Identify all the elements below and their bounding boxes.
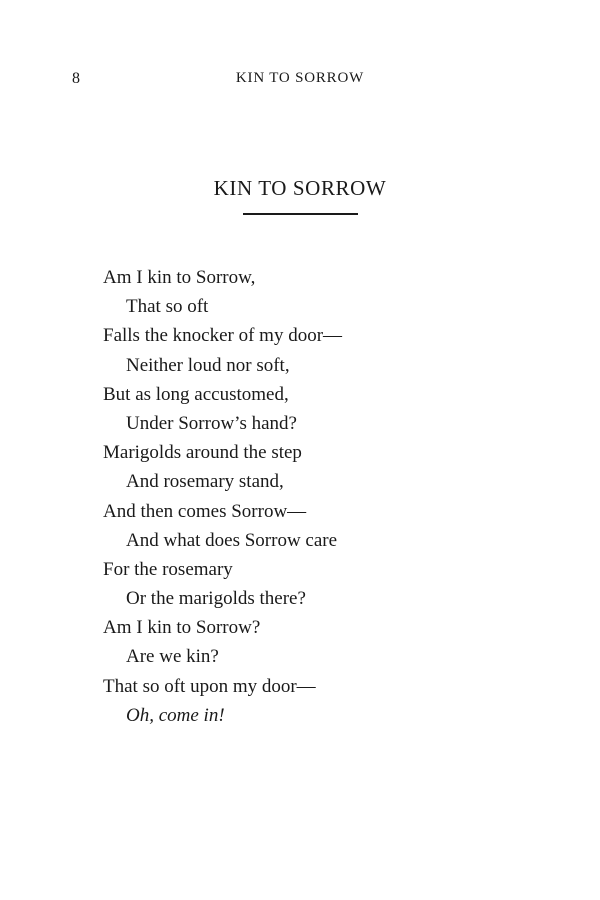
- poem-line: That so oft upon my door—: [103, 675, 316, 697]
- poem-line: Neither loud nor soft,: [126, 354, 290, 376]
- running-header: [0, 70, 600, 94]
- page-number: 8: [72, 70, 81, 87]
- poem-line: Under Sorrow’s hand?: [126, 412, 297, 434]
- poem-line: Oh, come in!: [126, 704, 225, 726]
- running-title: KIN TO SORROW: [235, 70, 365, 86]
- poem-line: Marigolds around the step: [103, 442, 302, 464]
- title-underline-rule: [243, 213, 358, 215]
- poem-line: And what does Sorrow care: [126, 529, 338, 551]
- poem-line: Are we kin?: [126, 646, 219, 668]
- poem-title: KIN TO SORROW: [213, 176, 387, 200]
- poem-line: Am I kin to Sorrow?: [103, 617, 261, 639]
- poem-line: And rosemary stand,: [126, 471, 284, 493]
- poem-line: Am I kin to Sorrow,: [103, 267, 256, 288]
- poem-line: That so oft: [126, 296, 209, 318]
- poem-line: Or the marigolds there?: [126, 588, 306, 610]
- poem-body: [103, 263, 523, 730]
- poem-line: For the rosemary: [103, 558, 233, 580]
- poem-line: But as long accustomed,: [103, 383, 289, 405]
- poem-line: Falls the knocker of my door—: [103, 325, 343, 347]
- poem-line: And then comes Sorrow—: [103, 500, 307, 522]
